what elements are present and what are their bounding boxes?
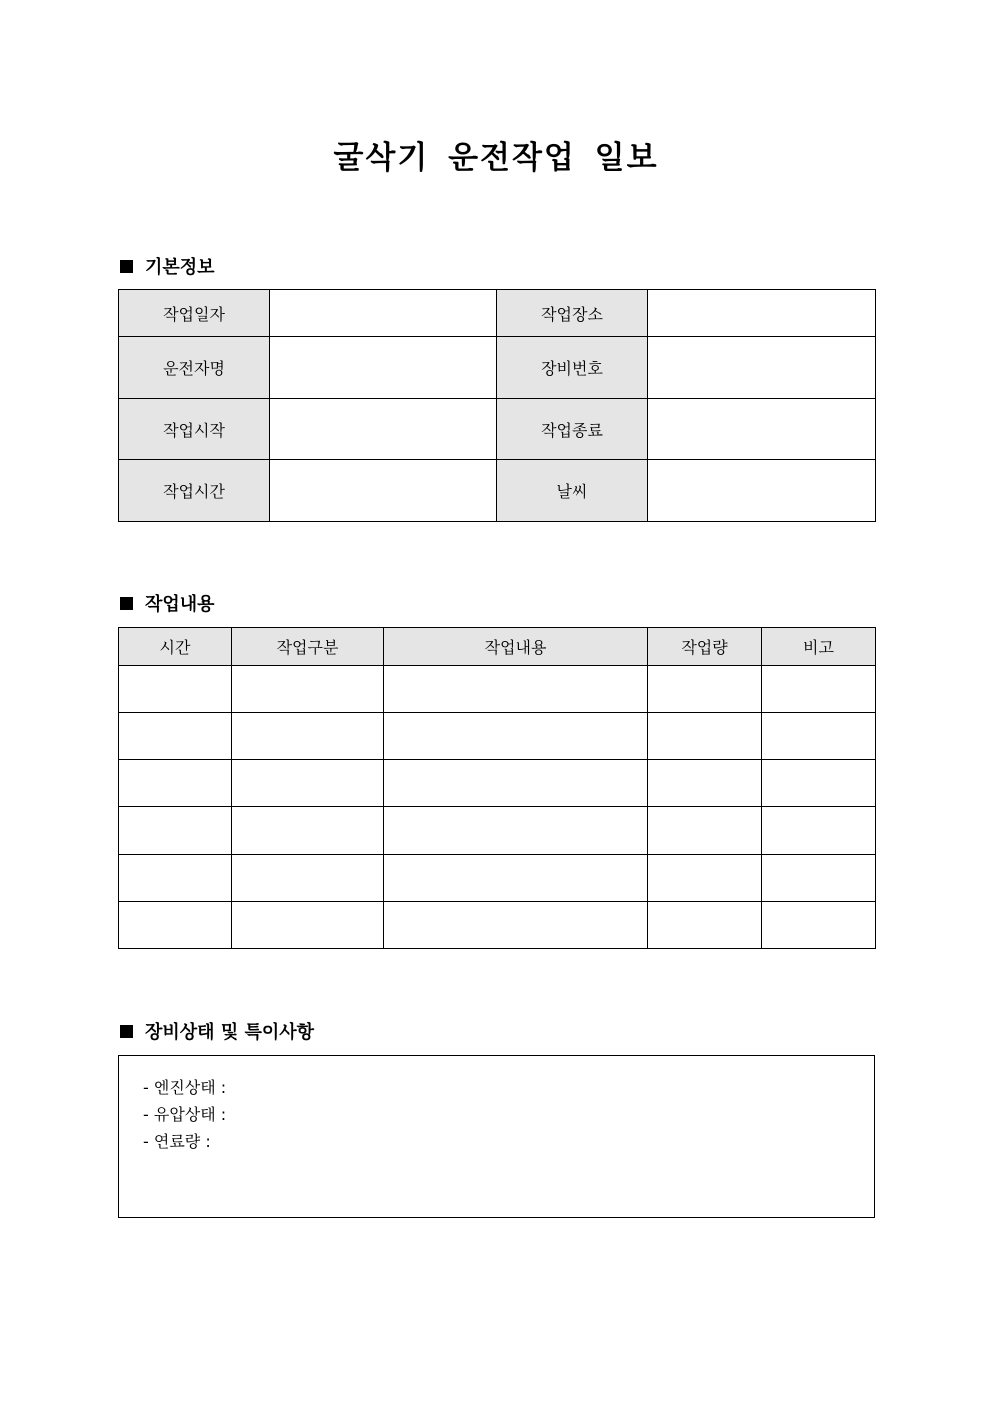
column-header-time: 시간 xyxy=(119,628,232,666)
square-bullet-icon xyxy=(120,597,133,610)
work-end-field[interactable] xyxy=(648,399,876,460)
column-header-work-amount: 작업량 xyxy=(648,628,762,666)
operator-name-label: 운전자명 xyxy=(119,337,270,399)
section-heading-basic-info xyxy=(120,253,215,279)
work-content-table xyxy=(118,627,876,949)
table-row xyxy=(119,902,876,949)
section-heading-label: 작업내용 xyxy=(145,594,215,615)
column-header-work-content: 작업내용 xyxy=(384,628,648,666)
fuel-level-item: - 연료량 : xyxy=(143,1132,211,1151)
work-end-label: 작업종료 xyxy=(497,399,648,460)
weather-field[interactable] xyxy=(648,460,876,522)
work-content-cell[interactable] xyxy=(384,713,648,760)
time-cell[interactable] xyxy=(119,760,232,807)
section-heading-label: 기본정보 xyxy=(145,257,215,278)
time-cell[interactable] xyxy=(119,807,232,855)
square-bullet-icon xyxy=(120,260,133,273)
section-heading-work-content xyxy=(120,590,215,616)
table-row xyxy=(119,399,876,460)
table-row xyxy=(119,855,876,902)
page-title: 굴삭기 운전작업 일보 xyxy=(333,140,659,176)
basic-info-table xyxy=(118,289,876,522)
remarks-cell[interactable] xyxy=(762,666,876,713)
work-content-cell[interactable] xyxy=(384,666,648,713)
time-cell[interactable] xyxy=(119,713,232,760)
work-content-cell[interactable] xyxy=(384,807,648,855)
column-header-remarks: 비고 xyxy=(762,628,876,666)
work-site-field[interactable] xyxy=(648,290,876,337)
work-content-cell[interactable] xyxy=(384,760,648,807)
equipment-number-label: 장비번호 xyxy=(497,337,648,399)
equipment-status-list xyxy=(119,1056,874,1155)
work-start-field[interactable] xyxy=(270,399,497,460)
hydraulic-status-item: - 유압상태 : xyxy=(143,1105,227,1124)
remarks-cell[interactable] xyxy=(762,902,876,949)
table-row xyxy=(119,290,876,337)
section-heading-equipment-status xyxy=(120,1018,314,1044)
work-start-label: 작업시작 xyxy=(119,399,270,460)
table-row xyxy=(119,666,876,713)
remarks-cell[interactable] xyxy=(762,760,876,807)
work-amount-cell[interactable] xyxy=(648,666,762,713)
work-date-label: 작업일자 xyxy=(119,290,270,337)
remarks-cell[interactable] xyxy=(762,713,876,760)
work-type-cell[interactable] xyxy=(232,666,384,713)
work-amount-cell[interactable] xyxy=(648,902,762,949)
engine-status-item: - 엔진상태 : xyxy=(143,1078,227,1097)
table-row xyxy=(119,807,876,855)
section-heading-label: 장비상태 및 특이사항 xyxy=(145,1022,315,1043)
column-header-work-type: 작업구분 xyxy=(232,628,384,666)
table-row xyxy=(119,760,876,807)
work-type-cell[interactable] xyxy=(232,807,384,855)
work-type-cell[interactable] xyxy=(232,902,384,949)
equipment-number-field[interactable] xyxy=(648,337,876,399)
time-cell[interactable] xyxy=(119,666,232,713)
work-hours-label: 작업시간 xyxy=(119,460,270,522)
square-bullet-icon xyxy=(120,1025,133,1038)
work-amount-cell[interactable] xyxy=(648,760,762,807)
work-amount-cell[interactable] xyxy=(648,713,762,760)
time-cell[interactable] xyxy=(119,902,232,949)
table-row xyxy=(119,337,876,399)
work-type-cell[interactable] xyxy=(232,760,384,807)
work-amount-cell[interactable] xyxy=(648,855,762,902)
table-row xyxy=(119,713,876,760)
work-site-label: 작업장소 xyxy=(497,290,648,337)
operator-name-field[interactable] xyxy=(270,337,497,399)
work-hours-field[interactable] xyxy=(270,460,497,522)
work-content-cell[interactable] xyxy=(384,902,648,949)
remarks-cell[interactable] xyxy=(762,855,876,902)
work-type-cell[interactable] xyxy=(232,713,384,760)
remarks-cell[interactable] xyxy=(762,807,876,855)
weather-label: 날씨 xyxy=(497,460,648,522)
equipment-status-notes-box[interactable] xyxy=(118,1055,875,1218)
work-date-field[interactable] xyxy=(270,290,497,337)
work-type-cell[interactable] xyxy=(232,855,384,902)
table-row xyxy=(119,460,876,522)
time-cell[interactable] xyxy=(119,855,232,902)
table-header-row xyxy=(119,628,876,666)
work-content-cell[interactable] xyxy=(384,855,648,902)
work-amount-cell[interactable] xyxy=(648,807,762,855)
